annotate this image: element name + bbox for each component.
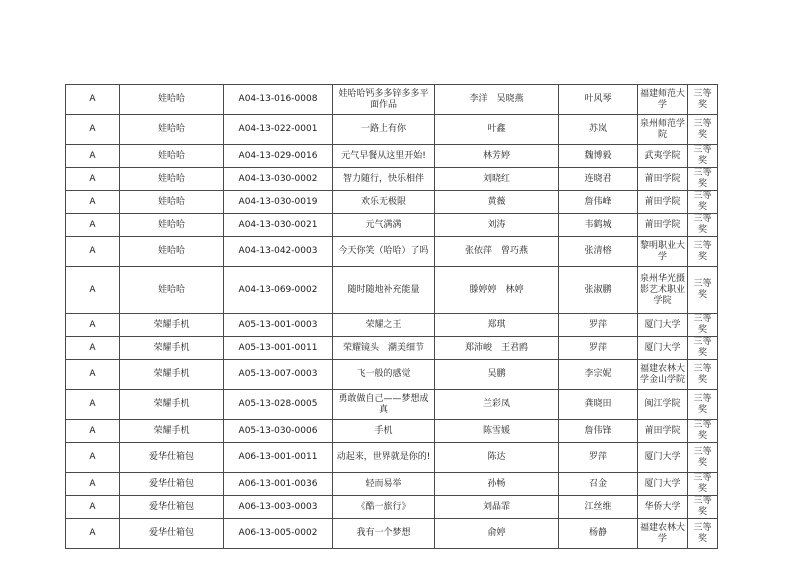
- brand-cell: 娃哈哈: [120, 267, 224, 314]
- table-row: [66, 115, 718, 145]
- category-cell: A: [66, 85, 120, 115]
- category-cell: A: [66, 496, 120, 519]
- work-title-cell: 荣耀镜头 潮美细节: [333, 337, 435, 360]
- school-cell: 福建师范大学: [638, 85, 688, 115]
- authors-cell: 滕婷婷 林婷: [435, 267, 559, 314]
- table-row: [66, 519, 718, 549]
- award-cell: 三等奖: [688, 267, 718, 314]
- advisor-cell: 韦鹤城: [559, 214, 638, 237]
- authors-cell: 林芳婷: [435, 145, 559, 168]
- award-cell: 三等奖: [688, 420, 718, 443]
- school-cell: 莆田学院: [638, 420, 688, 443]
- authors-cell: 兰彩凤: [435, 390, 559, 420]
- award-cell: 三等奖: [688, 168, 718, 191]
- advisor-cell: 龚晓田: [559, 390, 638, 420]
- brand-cell: 娃哈哈: [120, 85, 224, 115]
- brand-cell: 荣耀手机: [120, 390, 224, 420]
- award-cell: 三等奖: [688, 214, 718, 237]
- school-cell: 泉州师范学院: [638, 115, 688, 145]
- advisor-cell: 叶风琴: [559, 85, 638, 115]
- authors-cell: 刘涛: [435, 214, 559, 237]
- award-cell: 三等奖: [688, 115, 718, 145]
- work-code-cell: A05-13-028-0005: [224, 390, 333, 420]
- school-cell: 厦门大学: [638, 314, 688, 337]
- authors-cell: 刘晓红: [435, 168, 559, 191]
- advisor-cell: 江丝维: [559, 496, 638, 519]
- authors-cell: 郑琪: [435, 314, 559, 337]
- authors-cell: 陈雪媛: [435, 420, 559, 443]
- award-cell: 三等奖: [688, 145, 718, 168]
- authors-cell: 叶鑫: [435, 115, 559, 145]
- brand-cell: 娃哈哈: [120, 115, 224, 145]
- award-cell: 三等奖: [688, 390, 718, 420]
- category-cell: A: [66, 519, 120, 549]
- category-cell: A: [66, 337, 120, 360]
- table-row: [66, 390, 718, 420]
- table-row: [66, 237, 718, 267]
- work-title-cell: 《酷一旅行》: [333, 496, 435, 519]
- work-code-cell: A04-13-016-0008: [224, 85, 333, 115]
- category-cell: A: [66, 360, 120, 390]
- award-cell: 三等奖: [688, 314, 718, 337]
- school-cell: 厦门大学: [638, 443, 688, 473]
- brand-cell: 娃哈哈: [120, 237, 224, 267]
- brand-cell: 爱华仕箱包: [120, 519, 224, 549]
- work-code-cell: A04-13-030-0021: [224, 214, 333, 237]
- school-cell: 华侨大学: [638, 496, 688, 519]
- authors-cell: 郑沛峻 王君鸥: [435, 337, 559, 360]
- brand-cell: 娃哈哈: [120, 145, 224, 168]
- work-code-cell: A04-13-030-0019: [224, 191, 333, 214]
- table-row: [66, 191, 718, 214]
- award-cell: 三等奖: [688, 337, 718, 360]
- table-row: [66, 267, 718, 314]
- brand-cell: 荣耀手机: [120, 420, 224, 443]
- advisor-cell: 张淑鹏: [559, 267, 638, 314]
- work-title-cell: 我有一个梦想: [333, 519, 435, 549]
- work-title-cell: 今天你笑（哈哈）了吗: [333, 237, 435, 267]
- authors-cell: 孙畅: [435, 473, 559, 496]
- work-title-cell: 随时随地补充能量: [333, 267, 435, 314]
- table-body: [66, 85, 718, 549]
- award-cell: 三等奖: [688, 191, 718, 214]
- work-title-cell: 娃哈哈钙多多锌多多平面作品: [333, 85, 435, 115]
- advisor-cell: 连晓君: [559, 168, 638, 191]
- table-row: [66, 360, 718, 390]
- brand-cell: 荣耀手机: [120, 314, 224, 337]
- advisor-cell: 杨静: [559, 519, 638, 549]
- school-cell: 莆田学院: [638, 214, 688, 237]
- work-title-cell: 元气早餐从这里开始!: [333, 145, 435, 168]
- authors-cell: 李洋 吴晓燕: [435, 85, 559, 115]
- category-cell: A: [66, 214, 120, 237]
- category-cell: A: [66, 145, 120, 168]
- brand-cell: 娃哈哈: [120, 191, 224, 214]
- school-cell: 福建农林大学金山学院: [638, 360, 688, 390]
- school-cell: 厦门大学: [638, 337, 688, 360]
- table-row: [66, 314, 718, 337]
- school-cell: 武夷学院: [638, 145, 688, 168]
- table-row: [66, 145, 718, 168]
- award-cell: 三等奖: [688, 85, 718, 115]
- category-cell: A: [66, 473, 120, 496]
- work-code-cell: A06-13-001-0036: [224, 473, 333, 496]
- table-row: [66, 443, 718, 473]
- school-cell: 闽江学院: [638, 390, 688, 420]
- award-cell: 三等奖: [688, 237, 718, 267]
- work-title-cell: 动起来，世界就是你的!: [333, 443, 435, 473]
- brand-cell: 荣耀手机: [120, 360, 224, 390]
- work-code-cell: A05-13-007-0003: [224, 360, 333, 390]
- category-cell: A: [66, 237, 120, 267]
- work-title-cell: 荣耀之王: [333, 314, 435, 337]
- work-code-cell: A06-13-003-0003: [224, 496, 333, 519]
- work-title-cell: 欢乐无极限: [333, 191, 435, 214]
- table-row: [66, 496, 718, 519]
- award-cell: 三等奖: [688, 473, 718, 496]
- brand-cell: 爱华仕箱包: [120, 496, 224, 519]
- table-row: [66, 337, 718, 360]
- advisor-cell: 张清榕: [559, 237, 638, 267]
- advisor-cell: 罗萍: [559, 314, 638, 337]
- authors-cell: 刘晶霏: [435, 496, 559, 519]
- category-cell: A: [66, 314, 120, 337]
- brand-cell: 爱华仕箱包: [120, 443, 224, 473]
- category-cell: A: [66, 420, 120, 443]
- brand-cell: 荣耀手机: [120, 337, 224, 360]
- authors-cell: 黄薇: [435, 191, 559, 214]
- award-cell: 三等奖: [688, 496, 718, 519]
- work-code-cell: A05-13-001-0003: [224, 314, 333, 337]
- work-code-cell: A04-13-029-0016: [224, 145, 333, 168]
- category-cell: A: [66, 191, 120, 214]
- work-title-cell: 一路上有你: [333, 115, 435, 145]
- work-code-cell: A05-13-001-0011: [224, 337, 333, 360]
- award-cell: 三等奖: [688, 360, 718, 390]
- category-cell: A: [66, 267, 120, 314]
- table-row: [66, 420, 718, 443]
- school-cell: 泉州华光摄影艺术职业学院: [638, 267, 688, 314]
- category-cell: A: [66, 390, 120, 420]
- school-cell: 莆田学院: [638, 191, 688, 214]
- work-code-cell: A05-13-030-0006: [224, 420, 333, 443]
- advisor-cell: 李宗妮: [559, 360, 638, 390]
- work-title-cell: 智力随行，快乐相伴: [333, 168, 435, 191]
- school-cell: 黎明职业大学: [638, 237, 688, 267]
- award-cell: 三等奖: [688, 519, 718, 549]
- table-row: [66, 214, 718, 237]
- brand-cell: 娃哈哈: [120, 214, 224, 237]
- work-code-cell: A06-13-001-0011: [224, 443, 333, 473]
- brand-cell: 爱华仕箱包: [120, 473, 224, 496]
- category-cell: A: [66, 115, 120, 145]
- advisor-cell: 苏岚: [559, 115, 638, 145]
- authors-cell: 俞婷: [435, 519, 559, 549]
- advisor-cell: 召金: [559, 473, 638, 496]
- table-row: [66, 473, 718, 496]
- table-row: [66, 168, 718, 191]
- category-cell: A: [66, 168, 120, 191]
- work-code-cell: A04-13-042-0003: [224, 237, 333, 267]
- category-cell: A: [66, 443, 120, 473]
- work-title-cell: 手机: [333, 420, 435, 443]
- advisor-cell: 罗萍: [559, 337, 638, 360]
- advisor-cell: 詹伟锋: [559, 420, 638, 443]
- authors-cell: 陈达: [435, 443, 559, 473]
- advisor-cell: 詹伟峰: [559, 191, 638, 214]
- authors-cell: 吴鹏: [435, 360, 559, 390]
- school-cell: 厦门大学: [638, 473, 688, 496]
- work-title-cell: 元气满满: [333, 214, 435, 237]
- advisor-cell: 罗萍: [559, 443, 638, 473]
- awards-table: [65, 84, 718, 549]
- advisor-cell: 魏博毅: [559, 145, 638, 168]
- brand-cell: 娃哈哈: [120, 168, 224, 191]
- work-title-cell: 飞一般的感觉: [333, 360, 435, 390]
- work-code-cell: A04-13-069-0002: [224, 267, 333, 314]
- school-cell: 莆田学院: [638, 168, 688, 191]
- work-code-cell: A06-13-005-0002: [224, 519, 333, 549]
- work-code-cell: A04-13-030-0002: [224, 168, 333, 191]
- work-code-cell: A04-13-022-0001: [224, 115, 333, 145]
- work-title-cell: 勇敢做自己——梦想成真: [333, 390, 435, 420]
- table-row: [66, 85, 718, 115]
- award-cell: 三等奖: [688, 443, 718, 473]
- authors-cell: 张依萍 曾巧燕: [435, 237, 559, 267]
- school-cell: 福建农林大学: [638, 519, 688, 549]
- work-title-cell: 轻而易举: [333, 473, 435, 496]
